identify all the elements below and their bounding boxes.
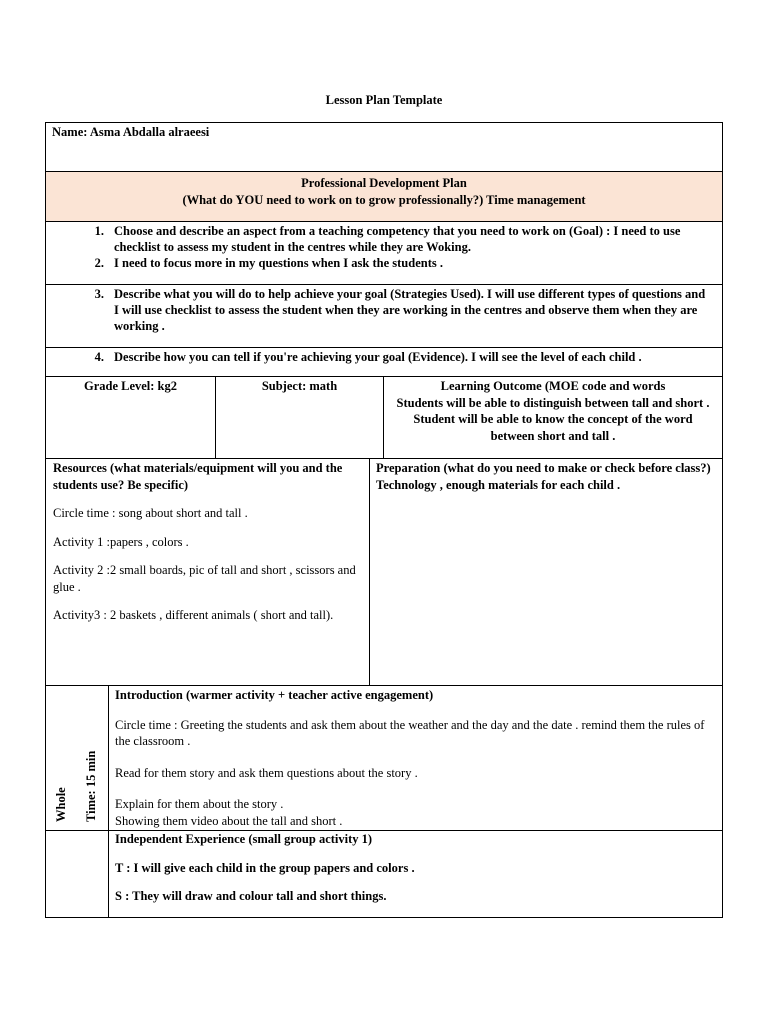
- resources-line: Activity3 : 2 baskets , different animals ( short and tall).: [53, 608, 334, 622]
- independent-heading: Independent Experience (small group activity 1): [115, 832, 373, 846]
- list-item: [84, 255, 708, 271]
- list-number: 1.: [94, 224, 104, 238]
- independent-label-cell: [45, 830, 109, 918]
- grade-level: Grade Level: kg2: [83, 379, 178, 393]
- list-text: Describe how you can tell if you're achieving your goal (Evidence). I will see the level of each child .: [114, 350, 642, 364]
- introduction-p1: Circle time : Greeting the students and ask them about the weather and the day and the date . remind them the rules of the classroom .: [115, 717, 705, 748]
- list-text: I need to focus more in my questions when I ask the students .: [114, 256, 443, 270]
- pd-header-row: [45, 171, 723, 222]
- time-label: Time: 15 min: [84, 750, 98, 822]
- outcome-2: Student will be able to know the concept of the word between short and tall .: [413, 412, 693, 443]
- pd-goal-row: [45, 221, 723, 285]
- outcome-1: Students will be able to distinguish between tall and short .: [396, 395, 710, 410]
- list-text: Describe what you will do to help achieve your goal (Strategies Used). I will use different types of questions and I will use checklist to assess the student when they are working in the centres and observe them when they are working .: [114, 287, 706, 333]
- introduction-p3b: Showing them video about the tall and short .: [115, 813, 343, 828]
- whole-label: Whole: [54, 787, 68, 822]
- outcome-heading: Learning Outcome (MOE code and words: [440, 379, 666, 393]
- outcome-cell: [383, 376, 723, 459]
- list-number: 2.: [94, 256, 104, 270]
- preparation-cell: [369, 458, 723, 686]
- resources-line: Circle time : song about short and tall .: [53, 506, 248, 520]
- list-number: 4.: [94, 350, 104, 364]
- independent-cell: [108, 830, 723, 918]
- whole-label-cell: [45, 685, 109, 831]
- resources-line: Activity 1 :papers , colors .: [53, 534, 189, 549]
- grade-cell: [45, 376, 216, 459]
- introduction-p3a: Explain for them about the story .: [115, 797, 284, 811]
- subject: Subject: math: [261, 379, 338, 393]
- preparation-heading: Preparation (what do you need to make or check before class?) Technology , enough materials for each child .: [376, 461, 711, 492]
- subject-cell: [215, 376, 384, 459]
- pd-heading: Professional Development Plan: [301, 176, 467, 190]
- independent-student: S : They will draw and colour tall and short things.: [115, 889, 387, 903]
- independent-teacher: T : I will give each child in the group papers and colors .: [115, 860, 415, 875]
- introduction-cell: [108, 685, 723, 831]
- resources-cell: [45, 458, 370, 686]
- pd-evidence-row: [45, 347, 723, 377]
- pd-subheading: (What do YOU need to work on to grow professionally?) Time management: [182, 193, 586, 207]
- list-number: 3.: [94, 287, 104, 301]
- student-name: Name: Asma Abdalla alraeesi: [52, 125, 210, 139]
- document-title: Lesson Plan Template: [325, 93, 443, 107]
- list-text: Choose and describe an aspect from a teaching competency that you need to work on (Goal) : I need to use checklist to assess my student in the centres while they are Woking.: [114, 224, 681, 254]
- list-item: [84, 223, 708, 255]
- resources-line: Activity 2 :2 small boards, pic of tall and short , scissors and glue .: [53, 563, 356, 594]
- list-item: [84, 286, 708, 334]
- introduction-heading: Introduction (warmer activity + teacher active engagement): [115, 688, 434, 702]
- list-item: [84, 349, 708, 365]
- pd-strategies-row: [45, 284, 723, 348]
- name-row: [45, 122, 723, 172]
- resources-heading: Resources (what materials/equipment will you and the students use? Be specific): [53, 461, 343, 492]
- introduction-p2: Read for them story and ask them questions about the story .: [115, 765, 418, 780]
